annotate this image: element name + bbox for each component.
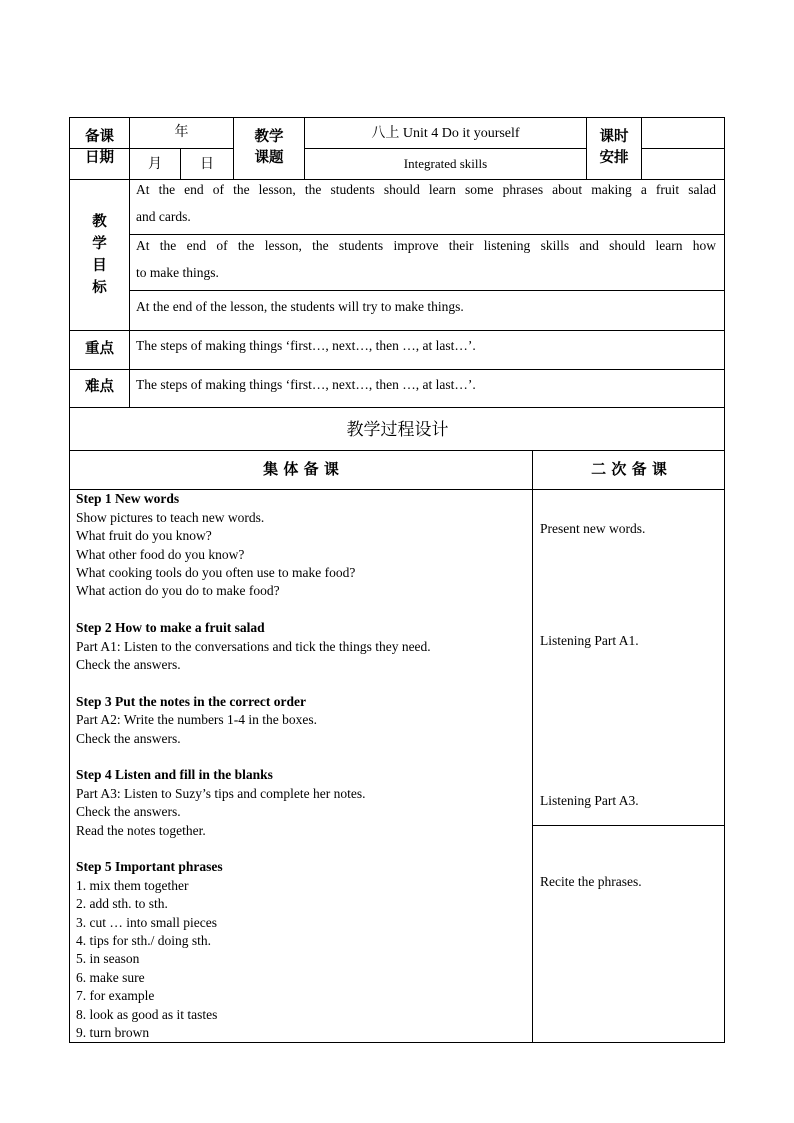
divider bbox=[69, 330, 725, 331]
step-4-line: Check the answers. bbox=[76, 804, 181, 819]
course-title: 八上 Unit 4 Do it yourself bbox=[371, 126, 520, 141]
divider bbox=[69, 450, 725, 451]
phrase-item: 6. make sure bbox=[76, 970, 145, 985]
class-schedule-label: 课时 安排 bbox=[599, 129, 629, 166]
step-1-line: What action do you do to make food? bbox=[76, 583, 280, 598]
divider bbox=[129, 290, 725, 291]
course-subtitle: Integrated skills bbox=[403, 156, 488, 171]
divider bbox=[69, 179, 725, 180]
year-label: 年 bbox=[174, 124, 189, 140]
step-1-line: Show pictures to teach new words. bbox=[76, 510, 265, 525]
step-1-title: Step 1 New words bbox=[76, 491, 180, 506]
objectives-label: 教 学 目 标 bbox=[92, 214, 107, 296]
step-1-line: What other food do you know? bbox=[76, 547, 245, 562]
divider bbox=[641, 117, 642, 179]
divider bbox=[69, 369, 725, 370]
step-3-line: Part A2: Write the numbers 1-4 in the boxes. bbox=[76, 712, 318, 727]
step-2-title: Step 2 How to make a fruit salad bbox=[76, 620, 265, 635]
phrase-item: 9. turn brown bbox=[76, 1025, 150, 1040]
step-3-line: Check the answers. bbox=[76, 731, 181, 746]
prep-date-label: 备课 日期 bbox=[85, 129, 114, 166]
objective-2-line1: At the end of the lesson, the students improve their listening skills and should learn how bbox=[136, 238, 716, 253]
note-present-new-words: Present new words. bbox=[540, 521, 646, 536]
difficult-point-label: 难点 bbox=[85, 379, 114, 395]
note-listening-a3: Listening Part A3. bbox=[540, 793, 639, 808]
group-prep-header: 集 体 备 课 bbox=[263, 460, 339, 478]
step-4-line: Read the notes together. bbox=[76, 823, 206, 838]
phrase-item: 1. mix them together bbox=[76, 878, 189, 893]
phrase-item: 7. for example bbox=[76, 988, 155, 1003]
day-label: 日 bbox=[200, 156, 214, 172]
objective-3: At the end of the lesson, the students will try to make things. bbox=[136, 299, 464, 314]
second-prep-header: 二 次 备 课 bbox=[591, 460, 667, 478]
divider bbox=[532, 825, 725, 826]
lesson-topic-label: 教学 课题 bbox=[254, 129, 284, 166]
step-1-line: What fruit do you know? bbox=[76, 528, 212, 543]
divider bbox=[641, 148, 725, 149]
divider bbox=[129, 234, 725, 235]
phrase-item: 8. look as good as it tastes bbox=[76, 1007, 218, 1022]
month-label: 月 bbox=[148, 156, 162, 172]
note-recite-phrases: Recite the phrases. bbox=[540, 874, 642, 889]
step-3-title: Step 3 Put the notes in the correct order bbox=[76, 694, 306, 709]
phrase-item: 3. cut … into small pieces bbox=[76, 915, 217, 930]
divider bbox=[69, 407, 725, 408]
objective-2-line2: to make things. bbox=[136, 265, 219, 280]
step-4-title: Step 4 Listen and fill in the blanks bbox=[76, 767, 273, 782]
phrase-item: 4. tips for sth./ doing sth. bbox=[76, 933, 212, 948]
step-2-line: Check the answers. bbox=[76, 657, 181, 672]
step-1-line: What cooking tools do you often use to make food? bbox=[76, 565, 356, 580]
phrase-item: 5. in season bbox=[76, 951, 140, 966]
divider bbox=[304, 148, 586, 149]
step-4-line: Part A3: Listen to Suzy’s tips and complete her notes. bbox=[76, 786, 366, 801]
key-point-text: The steps of making things ‘first…, next…, then …, at last…’. bbox=[136, 338, 476, 353]
phrase-item: 2. add sth. to sth. bbox=[76, 896, 168, 911]
divider bbox=[532, 450, 533, 1043]
step-2-line: Part A1: Listen to the conversations and tick the things they need. bbox=[76, 639, 431, 654]
difficult-point-text: The steps of making things ‘first…, next…, then …, at last…’. bbox=[136, 377, 476, 392]
design-title: 教学过程设计 bbox=[346, 420, 449, 440]
note-listening-a1: Listening Part A1. bbox=[540, 633, 639, 648]
step-5-title: Step 5 Important phrases bbox=[76, 859, 223, 874]
objective-1-line2: and cards. bbox=[136, 209, 191, 224]
objective-1-line1: At the end of the lesson, the students should learn some phrases about making a fruit salad bbox=[136, 182, 716, 197]
key-point-label: 重点 bbox=[85, 341, 114, 357]
